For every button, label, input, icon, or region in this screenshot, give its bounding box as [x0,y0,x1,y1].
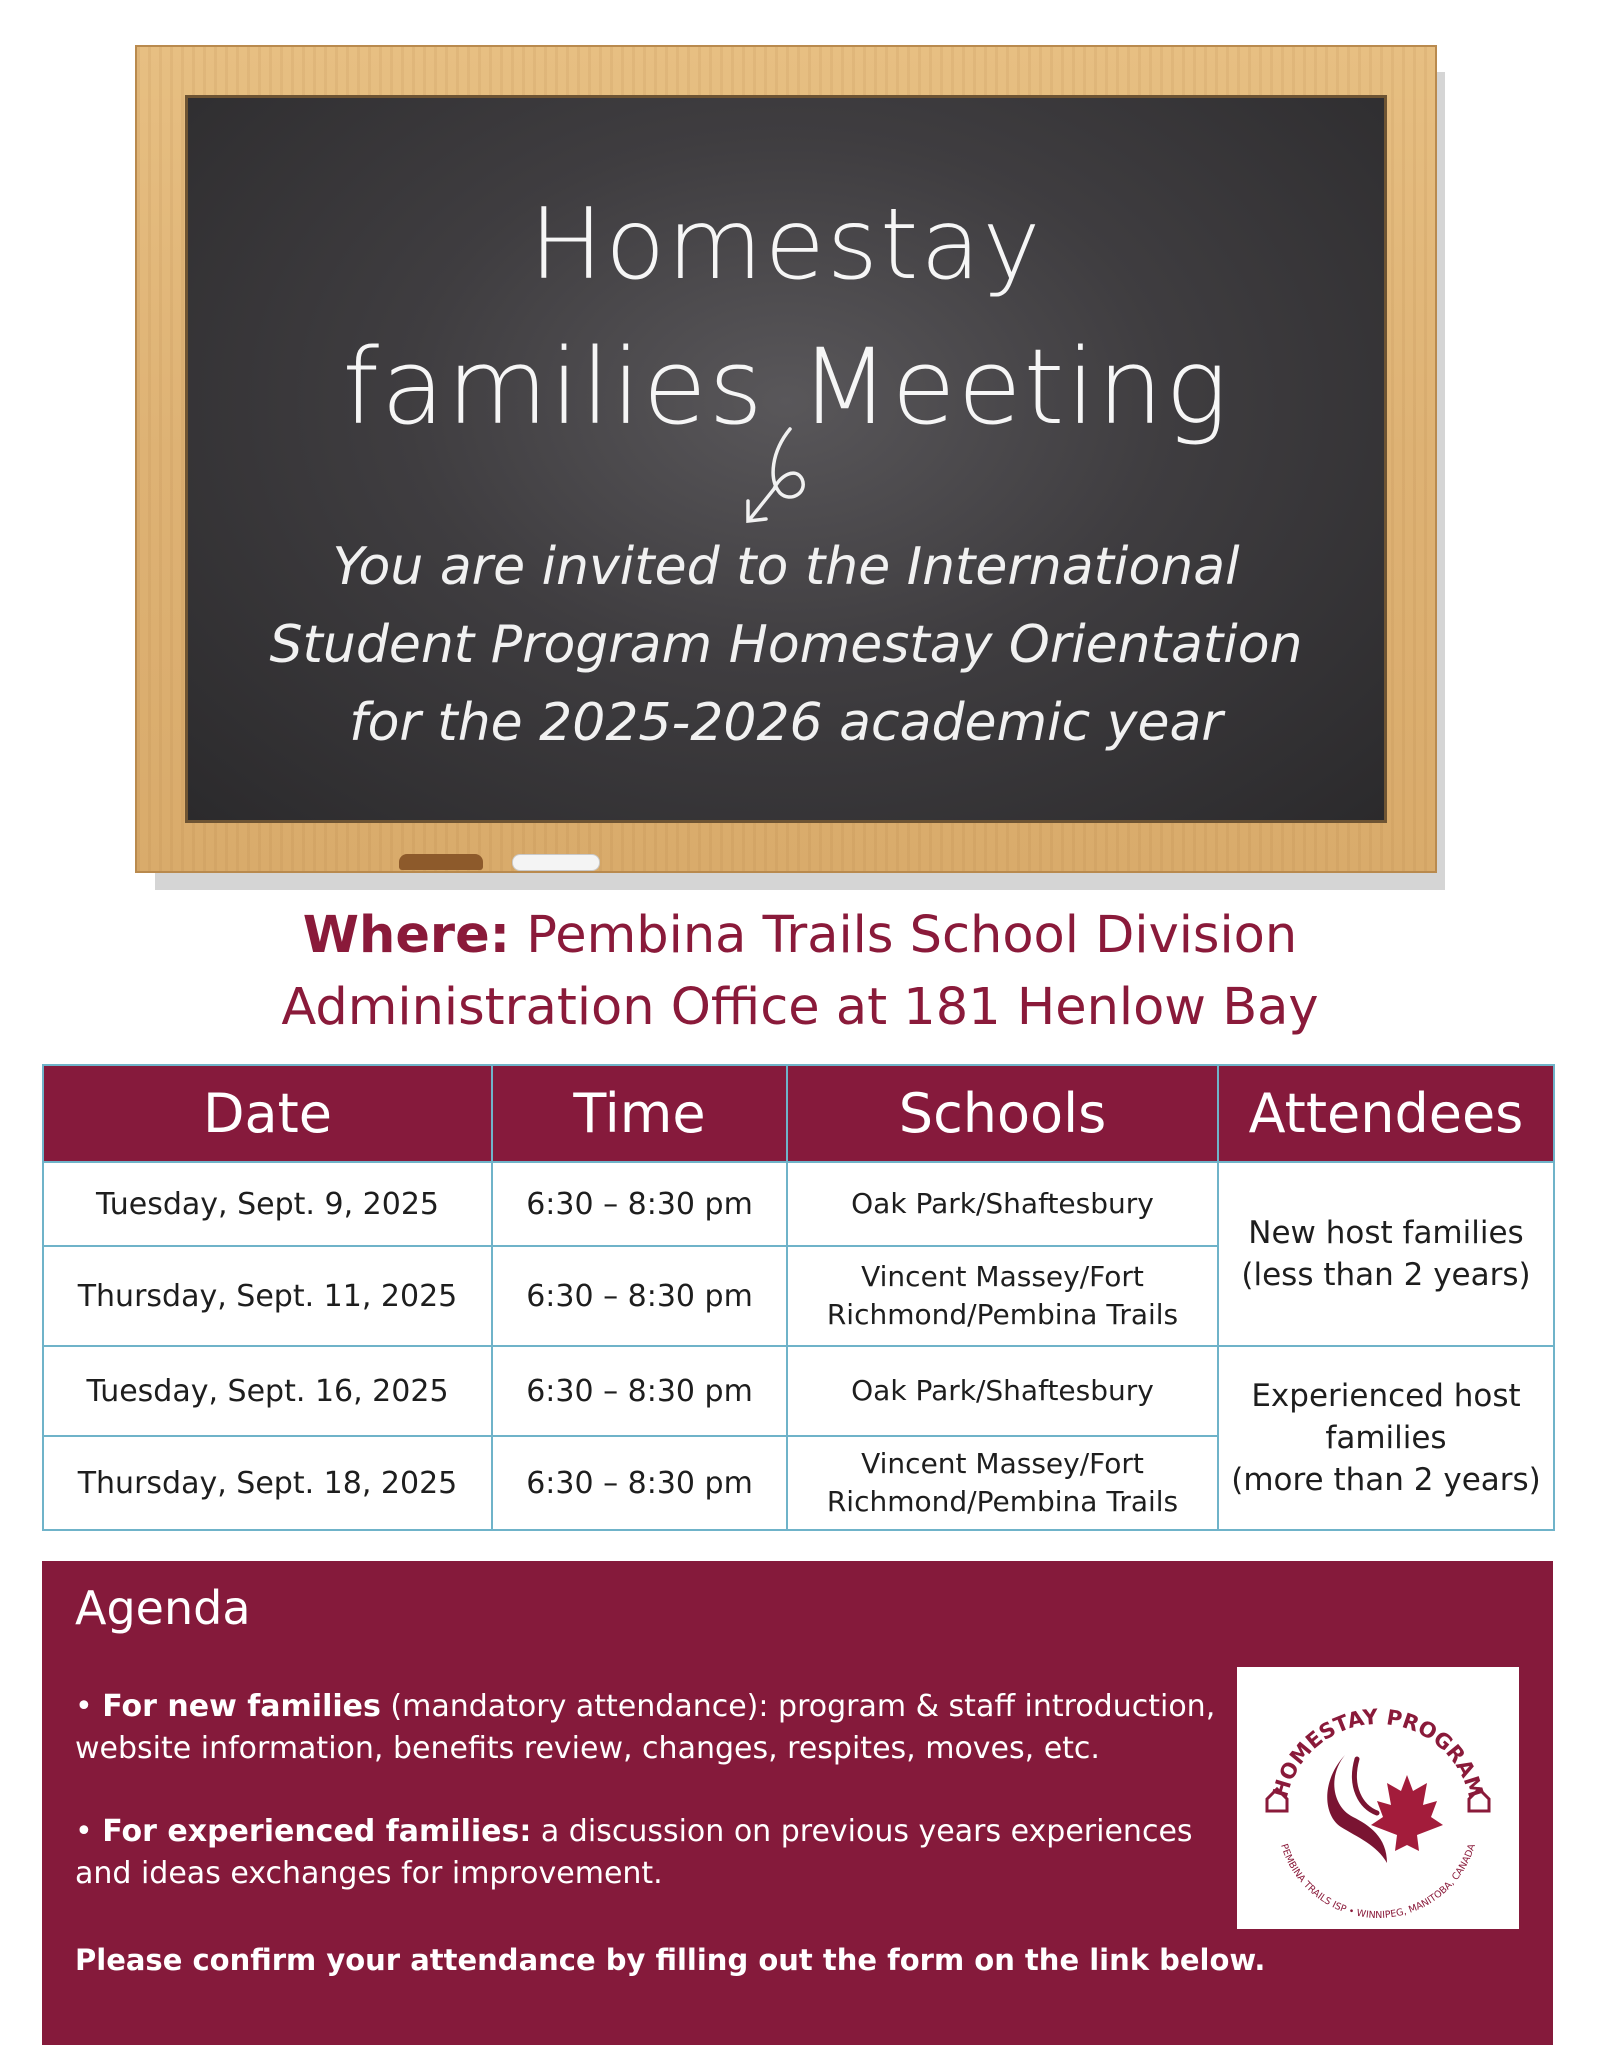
board-title-line1: Homestay [529,188,1043,302]
location-line2: Administration Office at 181 Henlow Bay [281,978,1319,1037]
cell-schools: Oak Park/Shaftesbury [787,1162,1218,1246]
schools-line: Richmond/Pembina Trails [826,1298,1179,1331]
cell-time: 6:30 – 8:30 pm [492,1246,787,1346]
agenda-item-new [75,1686,1235,1770]
attendees-line: (more than 2 years) [1231,1462,1541,1498]
attendees-line: Experienced host [1251,1378,1521,1414]
confirm-attendance-text: Please confirm your attendance by filling out the form on the link below. [75,1943,1266,1977]
header-attendees: Attendees [1218,1065,1554,1162]
agenda-item-label: For experienced families: [102,1814,532,1849]
cell-time: 6:30 – 8:30 pm [492,1346,787,1436]
schools-line: Richmond/Pembina Trails [826,1485,1179,1518]
svg-text:HOMESTAY PROGRAM [1268,1705,1488,1801]
logo-swoosh-icon [1354,1759,1377,1813]
location-label: Where: [302,906,511,965]
chalk-stick-icon [512,854,600,871]
agenda-item-note: (mandatory attendance): [390,1689,769,1724]
location-name: Pembina Trails School Division [526,906,1298,965]
agenda-item-text: a discussion on previous years experiences [540,1814,1193,1849]
agenda-item-line [75,1811,1235,1853]
agenda-item-line: and ideas exchanges for improvement. [75,1856,663,1891]
eraser-icon [399,854,483,870]
cell-date: Tuesday, Sept. 9, 2025 [43,1162,492,1246]
cell-attendees-experienced [1218,1346,1554,1530]
chalk-arrow-icon [728,423,818,533]
maple-leaf-icon [1371,1775,1443,1851]
header-schools: Schools [787,1065,1218,1162]
agenda-title: Agenda [75,1581,251,1635]
cell-schools [787,1246,1218,1346]
agenda-panel [42,1561,1553,2045]
schools-line: Vincent Massey/Fort [861,1447,1144,1480]
attendees-line: families [1325,1420,1447,1456]
cell-date: Thursday, Sept. 11, 2025 [43,1246,492,1346]
svg-text:PEMBINA TRAILS ISP • WINNIPEG, [1278,1842,1478,1921]
board-subtitle-line: You are invited to the International [332,537,1240,597]
board-subtitle [228,528,1344,762]
chalkboard-frame [135,45,1437,873]
table-row [43,1162,1554,1246]
agenda-item-text: program & staff introduction, [778,1689,1216,1724]
cell-time: 6:30 – 8:30 pm [492,1436,787,1530]
homestay-logo-icon [1237,1667,1519,1929]
table-header-row [43,1065,1554,1162]
agenda-item-label: For new families [102,1689,381,1724]
logo-top-text: HOMESTAY PROGRAM [1268,1704,1488,1801]
bullet-icon: • [75,1689,93,1724]
attendees-line: (less than 2 years) [1241,1257,1531,1293]
cell-attendees-new [1218,1162,1554,1346]
logo-bottom-text: PEMBINA TRAILS ISP • WINNIPEG, MANITOBA, CANADA [1278,1842,1478,1921]
board-title-line2: families Meeting [342,326,1230,448]
location-line1 [0,900,1600,972]
cell-date: Tuesday, Sept. 16, 2025 [43,1346,492,1436]
header-date: Date [43,1065,492,1162]
cell-schools: Oak Park/Shaftesbury [787,1346,1218,1436]
schools-line: Vincent Massey/Fort [861,1260,1144,1293]
table-row [43,1346,1554,1436]
cell-time: 6:30 – 8:30 pm [492,1162,787,1246]
agenda-item-experienced [75,1811,1235,1895]
chalkboard [185,95,1387,823]
homestay-logo [1237,1667,1519,1929]
schedule-table [42,1064,1555,1531]
header-time: Time [492,1065,787,1162]
bullet-icon: • [75,1814,93,1849]
location-block [0,900,1600,1044]
agenda-item-line [75,1686,1235,1728]
cell-date: Thursday, Sept. 18, 2025 [43,1436,492,1530]
agenda-item-line: website information, benefits review, changes, respites, moves, etc. [75,1731,1100,1766]
cell-schools [787,1436,1218,1530]
board-subtitle-line: Student Program Homestay Orientation [269,615,1303,675]
board-subtitle-line: for the 2025-2026 academic year [349,693,1223,753]
attendees-line: New host families [1248,1215,1524,1251]
